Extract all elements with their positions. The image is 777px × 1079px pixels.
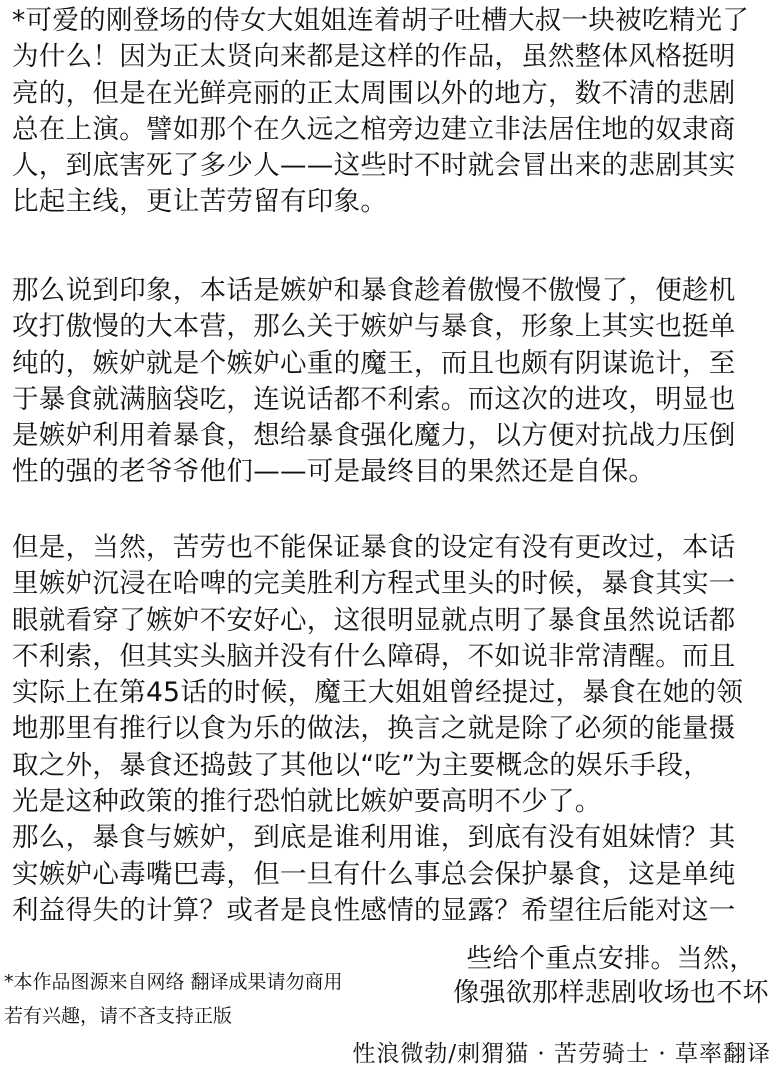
paragraph-line: 攻打傲慢的大本营，那么关于嫉妒与暴食，形象上其实也挺单: [12, 311, 736, 343]
paragraph-line: 实嫉妒心毒嘴巴毒，但一旦有什么事总会保护暴食，这是单纯: [12, 858, 736, 890]
copyright-disclaimer: [4, 965, 444, 1033]
paragraph-line: 实际上在第45话的时候，魔王大姐姐曾经提过，暴食在她的领: [12, 677, 744, 709]
paragraph-3-tail: [448, 942, 774, 1010]
disclaimer-line-1: *本作品图源来自网络 翻译成果请勿商用: [4, 971, 343, 993]
paragraph-line: 那么，暴食与嫉妒，到底是谁利用谁，到底有没有姐妹情？其: [12, 822, 736, 854]
paragraph-line: 不利索，但其实头脑并没有什么障碍，不如说非常清醒。而且: [12, 640, 736, 672]
paragraph-line: 光是这种政策的推行恐怕就比嫉妒要高明不少了。: [12, 786, 602, 818]
paragraph-line: 性的强的老爷爷他们——可是最终目的果然还是自保。: [12, 456, 656, 488]
paragraph-line: 地那里有推行以食为乐的做法，换言之就是除了必须的能量摄: [12, 713, 736, 745]
paragraph-line: 纯的，嫉妒就是个嫉妒心重的魔王，而且也颇有阴谋诡计，至: [12, 347, 736, 379]
paragraph-line: 为什么！因为正太贤向来都是这样的作品，虽然整体风格挺明: [12, 41, 736, 73]
paragraph-line: 亮的，但是在光鲜亮丽的正太周围以外的地方，数不清的悲剧: [12, 77, 736, 109]
paragraph-line: 于暴食就满脑袋吃，连说话都不利索。而这次的进攻，明显也: [12, 383, 736, 415]
paragraph-line: 些给个重点安排。当然，: [466, 944, 756, 974]
paragraph-line: *可爱的刚登场的侍女大姐姐连着胡子吐槽大叔一块被吃精光了: [12, 5, 750, 36]
disclaimer-line-2: 若有兴趣，请不吝支持正版: [4, 1005, 233, 1027]
paragraph-line: 是嫉妒利用着暴食，想给暴食强化魔力，以方便对抗战力压倒: [12, 420, 736, 452]
paragraph-line: 人，到底害死了多少人——这些时不时就会冒出来的悲剧其实: [12, 150, 736, 182]
paragraph-3: [12, 530, 774, 929]
translation-credits: 性浪微勃/刺猬猫 · 苦劳骑士 · 草率翻译: [352, 1041, 771, 1067]
paragraph-1: [12, 3, 774, 221]
paragraph-line: 总在上演。譬如那个在久远之棺旁边建立非法居住地的奴隶商: [12, 113, 736, 145]
paragraph-line: 利益得失的计算？或者是良性感情的显露？希望往后能对这一: [12, 894, 736, 926]
paragraph-2: [12, 273, 774, 491]
paragraph-line: 但是，当然，苦劳也不能保证暴食的设定有没有更改过，本话: [12, 532, 736, 563]
paragraph-line: 里嫉妒沉浸在哈啤的完美胜利方程式里头的时候，暴食其实一: [12, 568, 736, 600]
paragraph-line: 比起主线，更让苦劳留有印象。: [12, 186, 388, 218]
paragraph-line: 像强欲那样悲剧收场也不坏: [453, 978, 769, 1008]
paragraph-line: 眼就看穿了嫉妒不安好心，这很明显就点明了暴食虽然说话都: [12, 604, 736, 636]
paragraph-line: 那么说到印象，本话是嫉妒和暴食趁着傲慢不傲慢了，便趁机: [12, 275, 736, 306]
paragraph-line: 取之外，暴食还捣鼓了其他以“吃”为主要概念的娱乐手段，: [12, 749, 711, 781]
